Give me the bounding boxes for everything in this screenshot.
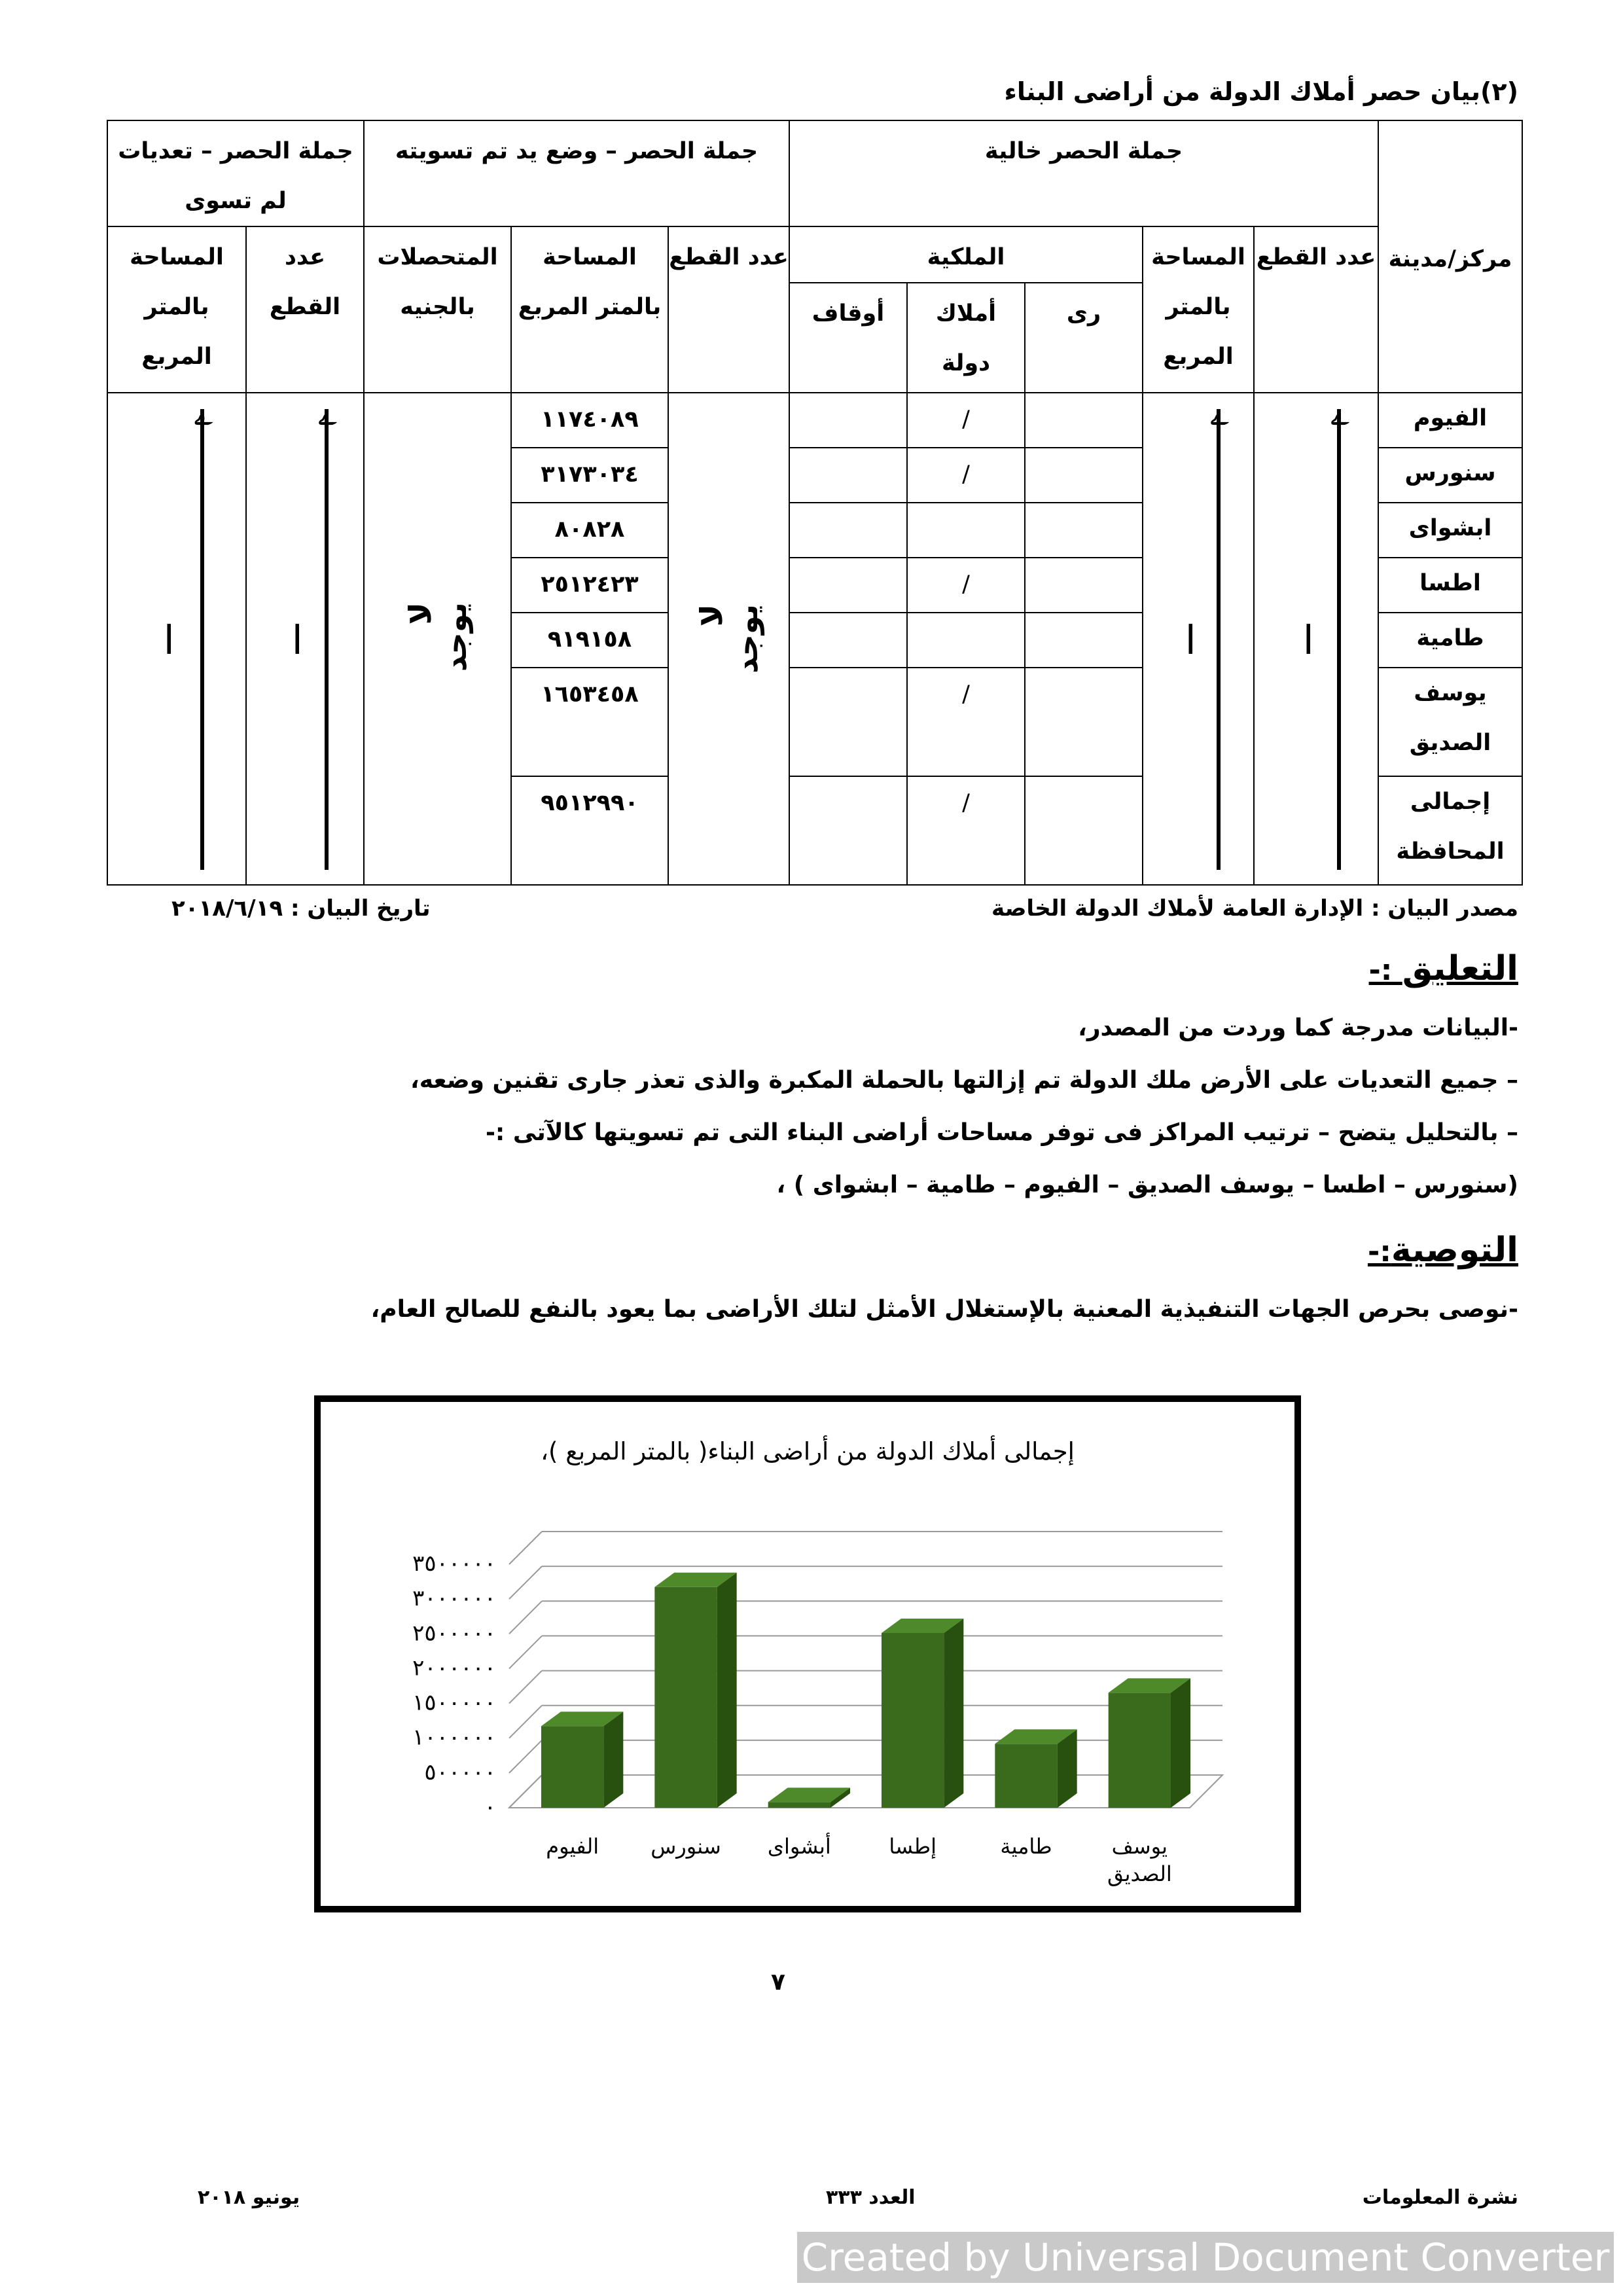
header-proceeds: المتحصلات بالجنيه — [364, 226, 511, 393]
bar-side — [717, 1573, 737, 1808]
nil-mark: ـــ — [288, 624, 322, 654]
comment-line: -البيانات مدرجة كما وردت من المصدر، — [1078, 1014, 1518, 1041]
own-state-cell: / — [907, 393, 1025, 448]
header-encroach-group: جملة الحصر – تعديات لم تسوى — [107, 120, 364, 226]
header-ownership: الملكية — [789, 226, 1143, 283]
no-data-mark: لا يوجد — [402, 602, 473, 672]
settled-plots-cell — [668, 393, 789, 885]
page-heading: (٢)بيان حصر أملاك الدولة من أراضى البناء — [1004, 77, 1518, 106]
region-cell: ابشواى — [1378, 503, 1522, 558]
category-label: سنورس — [651, 1834, 721, 1859]
footer-publication: نشرة المعلومات — [1362, 2186, 1518, 2209]
category-label: الصديق — [1107, 1861, 1172, 1886]
own-state-cell: / — [907, 558, 1025, 613]
bar-side — [944, 1619, 963, 1808]
comment-title-suffix: :- — [1368, 954, 1402, 987]
own-state-cell: / — [907, 776, 1025, 885]
source-line: مصدر البيان : الإدارة العامة لأملاك الدولة الخاصة — [991, 895, 1518, 922]
y-tick-label: ٢٠٠٠٠٠٠ — [412, 1655, 496, 1681]
header-vacant-area: المساحة بالمتر المربع — [1143, 226, 1254, 393]
own-state-cell: / — [907, 448, 1025, 503]
y-tick-label: ١٠٠٠٠٠٠ — [412, 1724, 496, 1751]
own-ri-cell — [1025, 393, 1143, 448]
bar — [768, 1802, 830, 1808]
header-vacant-group: جملة الحصر خالية — [789, 120, 1378, 226]
bar — [654, 1587, 717, 1808]
y-tick-label: ٣٥٠٠٠٠٠ — [412, 1551, 496, 1577]
table-row — [107, 393, 1522, 448]
encroach-area-cell: ﮮ ـــ — [107, 393, 246, 885]
bar-chart — [321, 1402, 1294, 1906]
header-own-awqaf: أوقاف — [789, 283, 907, 393]
comment-line: (سنورس – اطسا – يوسف الصديق – الفيوم – طامية – ابشواى ) ، — [776, 1172, 1518, 1198]
comment-heading — [1369, 949, 1518, 988]
vacant-plots-cell: ﮮ ـــ — [1254, 393, 1378, 885]
page-number: ٧ — [771, 1969, 785, 1996]
category-label: الفيوم — [546, 1834, 599, 1859]
bar — [1109, 1693, 1171, 1808]
encroach-plots-cell: ﮮ ـــ — [246, 393, 364, 885]
y-tick-label: ٠ — [484, 1794, 496, 1820]
recommendation-heading — [1368, 1230, 1518, 1270]
header-encroach-area: المساحة بالمتر المربع — [107, 226, 246, 393]
gridline-depth — [509, 1636, 542, 1668]
bar — [882, 1633, 944, 1808]
category-label: إطسا — [889, 1834, 936, 1859]
area-cell: ٩١٩١٥٨ — [511, 613, 668, 668]
recommendation-title: التوصية — [1391, 1230, 1518, 1270]
header-encroach-plots: عدد القطع — [246, 226, 364, 393]
gridline-depth — [509, 1532, 542, 1564]
area-cell: ١٦٥٣٤٥٨ — [511, 668, 668, 776]
census-table — [107, 120, 1523, 886]
comment-title: التعليق — [1402, 949, 1518, 988]
gridline-depth — [509, 1566, 542, 1599]
gridline-depth — [509, 1601, 542, 1634]
category-label: أبشواى — [767, 1834, 831, 1859]
header-settled-area: المساحة بالمتر المربع — [511, 226, 668, 393]
y-tick-label: ٢٥٠٠٠٠٠ — [412, 1620, 496, 1647]
chart-frame — [314, 1395, 1301, 1912]
no-data-mark: لا يوجد — [693, 604, 764, 673]
header-vacant-plots: عدد القطع — [1254, 226, 1378, 393]
region-cell: يوسف الصديق — [1378, 668, 1522, 776]
footer-issue: العدد ٣٣٣ — [826, 2186, 916, 2209]
chart-title: إجمالى أملاك الدولة من أراضى البناء( بالمتر المربع )، — [541, 1437, 1075, 1465]
region-cell: طامية — [1378, 613, 1522, 668]
vacant-area-cell: ﮮ ـــ — [1143, 393, 1254, 885]
footer-month: يونيو ٢٠١٨ — [198, 2186, 300, 2209]
nil-mark: ـــ — [1181, 624, 1215, 654]
own-state-cell: / — [907, 668, 1025, 776]
own-state-cell — [907, 503, 1025, 558]
y-tick-label: ٥٠٠٠٠٠ — [424, 1759, 496, 1785]
region-cell: اطسا — [1378, 558, 1522, 613]
y-tick-label: ٣٠٠٠٠٠٠ — [412, 1585, 496, 1612]
header-own-state: أملاك دولة — [907, 283, 1025, 393]
header-settled-group: جملة الحصر – وضع يد تم تسويته — [364, 120, 789, 226]
area-cell: ٢٥١٢٤٢٣ — [511, 558, 668, 613]
own-state-cell — [907, 613, 1025, 668]
nil-mark: ـــ — [1299, 624, 1333, 654]
area-cell: ٩٥١٢٩٩٠ — [511, 776, 668, 885]
region-cell: إجمالى المحافظة — [1378, 776, 1522, 885]
category-label: طامية — [1000, 1834, 1052, 1859]
y-tick-label: ١٥٠٠٠٠٠ — [412, 1689, 496, 1716]
category-label: يوسف — [1111, 1834, 1168, 1859]
bar — [541, 1726, 603, 1808]
date-line: تاريخ البيان : ٢٠١٨/٦/١٩ — [171, 895, 431, 922]
region-cell: الفيوم — [1378, 393, 1522, 448]
header-settled-plots: عدد القطع — [668, 226, 789, 393]
watermark: Created by Universal Document Converter — [797, 2232, 1614, 2283]
gridline-depth — [509, 1671, 542, 1704]
bar — [995, 1744, 1057, 1808]
comment-line: – جميع التعديات على الأرض ملك الدولة تم إزالتها بالحملة المكبرة والذى تعذر جارى تقنين وضعه، — [410, 1067, 1518, 1094]
area-cell: ٨٠٨٢٨ — [511, 503, 668, 558]
area-cell: ١١٧٤٠٨٩ — [511, 393, 668, 448]
bar-side — [1171, 1678, 1190, 1808]
proceeds-cell — [364, 393, 511, 885]
recommendation-text: -نوصى بحرص الجهات التنفيذية المعنية بالإستغلال الأمثل لتلك الأراضى بما يعود بالنفع للصالح العام، — [370, 1296, 1518, 1323]
header-region: مركز/مدينة — [1378, 120, 1522, 393]
bar-side — [603, 1712, 623, 1808]
comment-line: – بالتحليل يتضح – ترتيب المراكز فى توفر مساحات أراضى البناء التى تم تسويتها كالآتى :- — [485, 1119, 1518, 1146]
own-awqaf-cell — [789, 393, 907, 448]
region-cell: سنورس — [1378, 448, 1522, 503]
recommendation-title-suffix: :- — [1367, 1235, 1391, 1268]
area-cell: ٣١٧٣٠٣٤ — [511, 448, 668, 503]
gridline-depth — [509, 1740, 542, 1773]
header-own-ri: رى — [1025, 283, 1143, 393]
gridline-depth — [509, 1706, 542, 1738]
nil-mark: ـــ — [160, 624, 194, 654]
